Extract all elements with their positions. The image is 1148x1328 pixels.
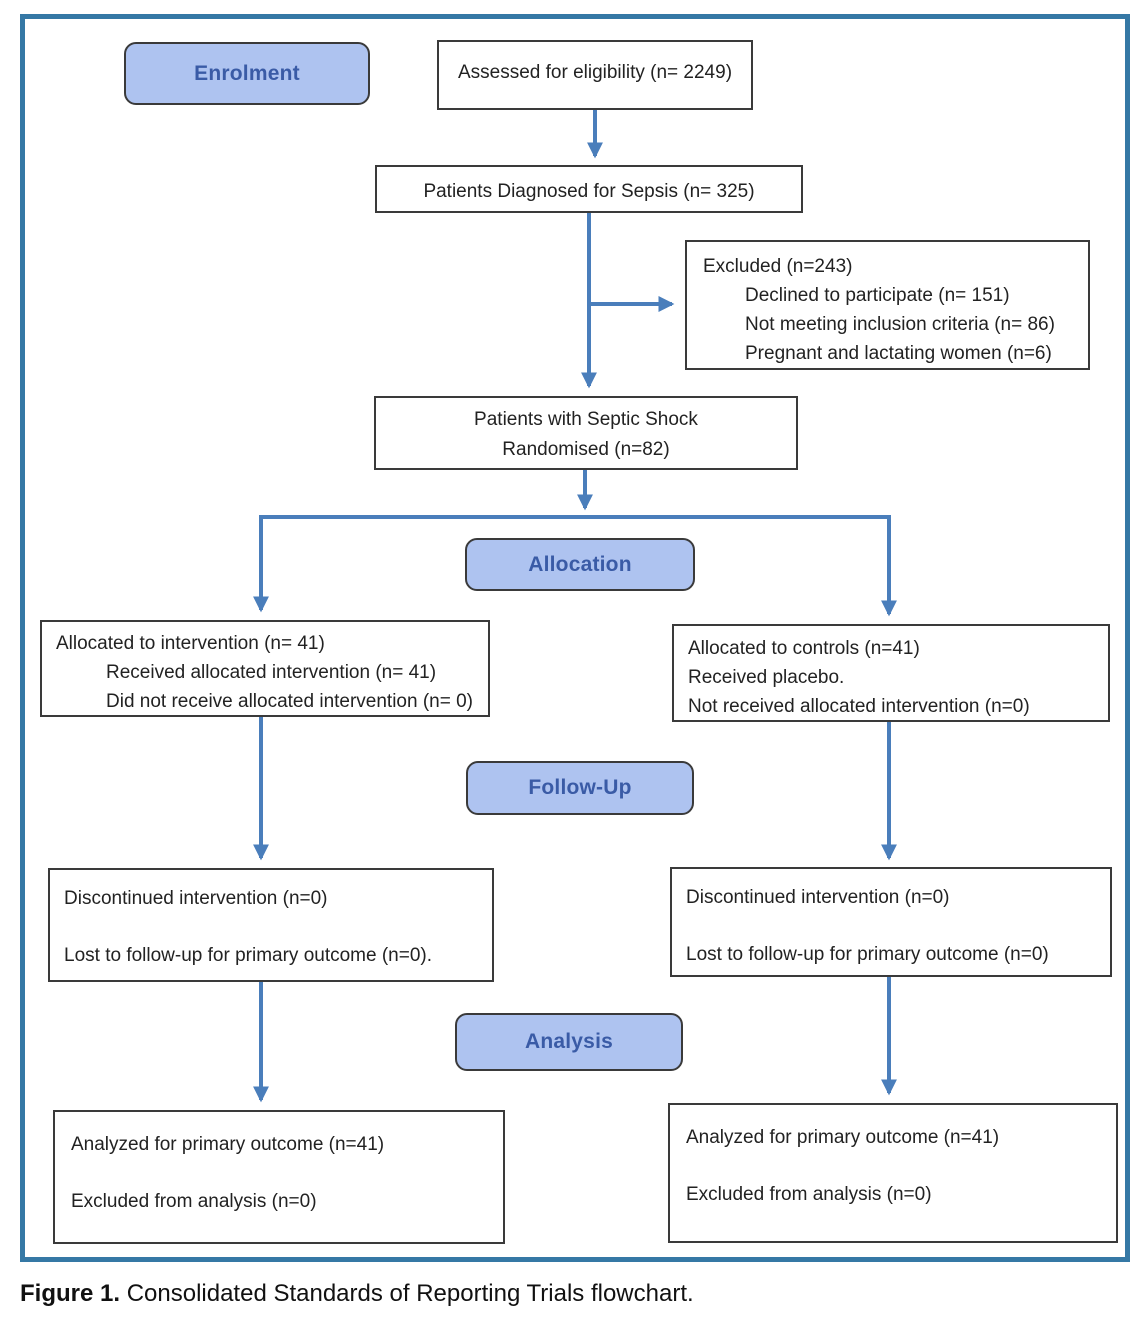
analysis-intervention-line: Excluded from analysis (n=0)	[71, 1191, 317, 1212]
figure-caption	[20, 1280, 694, 1308]
box-randomised	[374, 396, 798, 470]
allocated-intervention-item: Received allocated intervention (n= 41)	[106, 662, 437, 683]
stage-allocation: Allocation	[465, 538, 695, 591]
allocated-intervention-item: Did not receive allocated intervention (n= 0)	[106, 691, 474, 712]
analysis-controls-line: Analyzed for primary outcome (n=41)	[686, 1127, 1000, 1148]
randomised-line2: Randomised (n=82)	[502, 439, 670, 460]
stage-enrolment: Enrolment	[124, 42, 370, 105]
followup-intervention-line: Discontinued intervention (n=0)	[64, 888, 328, 909]
allocated-controls-line: Not received allocated intervention (n=0)	[688, 696, 1030, 717]
box-allocated-intervention	[40, 620, 490, 717]
followup-intervention-line: Lost to follow-up for primary outcome (n=0).	[64, 945, 433, 966]
followup-controls-line: Discontinued intervention (n=0)	[686, 887, 950, 908]
excluded-item: Pregnant and lactating women (n=6)	[745, 343, 1052, 364]
allocated-intervention-title: Allocated to intervention (n= 41)	[56, 633, 325, 654]
followup-controls-line: Lost to follow-up for primary outcome (n=0)	[686, 944, 1049, 965]
analysis-controls-line: Excluded from analysis (n=0)	[686, 1184, 932, 1205]
figure-caption-text: Consolidated Standards of Reporting Trials flowchart.	[120, 1280, 694, 1307]
box-followup-intervention	[48, 868, 494, 982]
randomised-line1: Patients with Septic Shock	[474, 409, 698, 430]
box-followup-controls	[670, 867, 1112, 977]
stage-analysis: Analysis	[455, 1013, 683, 1071]
box-analysis-controls	[668, 1103, 1118, 1243]
box-analysis-intervention	[53, 1110, 505, 1244]
box-diagnosed-text: Patients Diagnosed for Sepsis (n= 325)	[423, 181, 755, 202]
stage-followup: Follow-Up	[466, 761, 694, 815]
analysis-intervention-line: Analyzed for primary outcome (n=41)	[71, 1134, 385, 1155]
box-assessed	[437, 40, 753, 110]
box-allocated-controls	[672, 624, 1110, 722]
allocated-controls-line: Received placebo.	[688, 667, 845, 688]
excluded-item: Declined to participate (n= 151)	[745, 285, 1010, 306]
figure-caption-label: Figure 1.	[20, 1280, 121, 1307]
allocated-controls-line: Allocated to controls (n=41)	[688, 638, 920, 659]
excluded-title: Excluded (n=243)	[703, 256, 853, 277]
box-assessed-text: Assessed for eligibility (n= 2249)	[457, 62, 733, 83]
box-excluded	[685, 240, 1090, 370]
box-diagnosed	[375, 165, 803, 213]
excluded-item: Not meeting inclusion criteria (n= 86)	[745, 314, 1055, 335]
